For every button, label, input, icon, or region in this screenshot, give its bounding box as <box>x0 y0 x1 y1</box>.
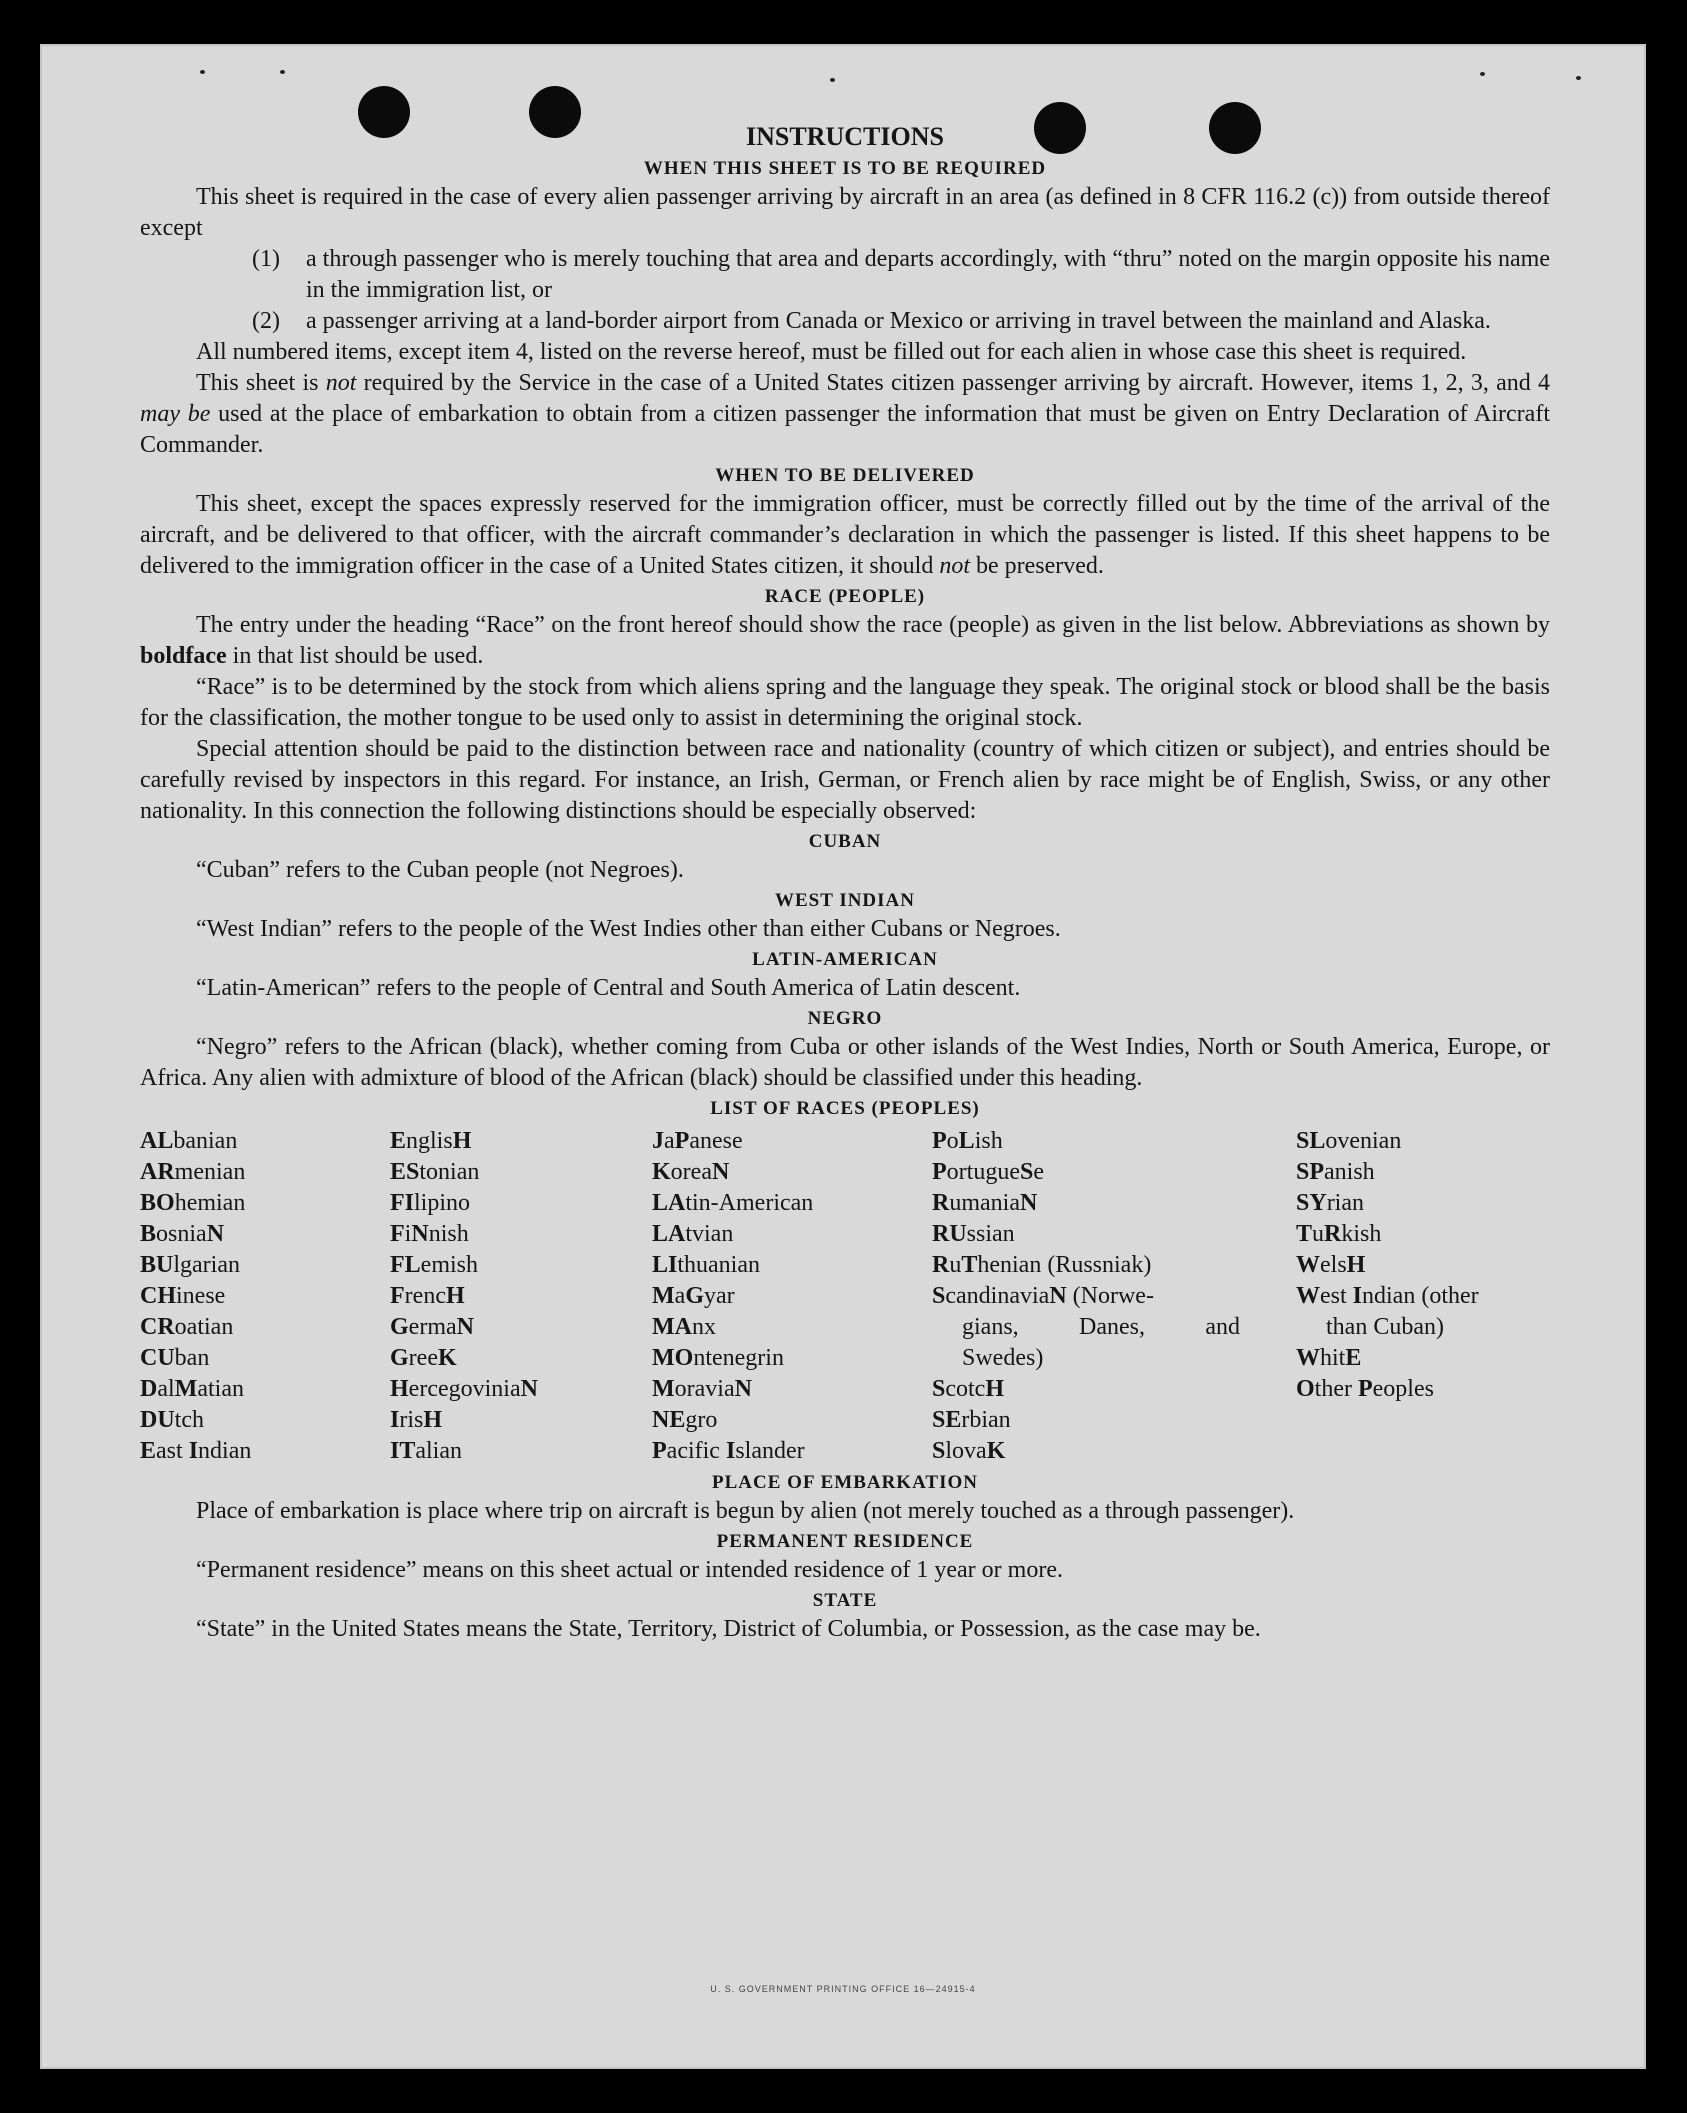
race-text: ssian <box>966 1221 1015 1247</box>
race-abbrev: J <box>652 1128 664 1154</box>
race-abbrev: M <box>652 1283 675 1309</box>
race-abbrev: MO <box>652 1345 694 1371</box>
race-entry <box>1296 1312 1550 1343</box>
text-run: required by the Service in the case of a United States citizen passenger arriving by aircraft. However, items 1, 2, 3, and 4 <box>356 370 1550 396</box>
race-abbrev: S <box>932 1438 946 1464</box>
race-entry <box>390 1405 652 1436</box>
race-word: gians, <box>962 1314 1019 1340</box>
race-abbrev: N <box>711 1159 730 1185</box>
race-text: ris <box>399 1407 424 1433</box>
race-abbrev: H <box>1346 1252 1366 1278</box>
paragraph: “State” in the United States means the State, Territory, District of Columbia, or Possession, as the case may be. <box>196 1616 1261 1642</box>
race-entry <box>932 1219 1240 1250</box>
race-text: cotc <box>945 1376 986 1402</box>
race-text: rbian <box>961 1407 1011 1433</box>
race-abbrev: N <box>1019 1190 1038 1216</box>
heading-when-delivered: WHEN TO BE DELIVERED <box>715 465 975 486</box>
race-abbrev: N <box>456 1314 474 1340</box>
heading-embarkation: PLACE OF EMBARKATION <box>712 1472 978 1493</box>
race-abbrev: N <box>411 1221 429 1247</box>
race-text: ast <box>156 1438 189 1464</box>
heading-permanent-residence: PERMANENT RESIDENCE <box>716 1531 974 1552</box>
heading-race: RACE (PEOPLE) <box>764 586 926 607</box>
race-text: u <box>949 1252 962 1278</box>
race-entry <box>652 1126 932 1157</box>
race-entry <box>140 1405 390 1436</box>
race-text: osnia <box>156 1221 207 1247</box>
text-run: used at the place of embarkation to obtain from a citizen passenger the information that must be given on Entry Declaration of Aircraft Commander. <box>140 401 1550 458</box>
race-entry <box>932 1188 1240 1219</box>
text-run: This sheet, except the spaces expressly reserved for the immigration officer, must be correctly filled out by the time of the arrival of the aircraft, and be delivered to that officer, with the aircraft commander’s declaration in which the passenger is listed. If this sheet happens to be delivered to the immigration officer in the case of a United States citizen, it should <box>140 491 1550 579</box>
instructions-body <box>140 120 1550 1645</box>
race-abbrev: MA <box>652 1314 692 1340</box>
race-entry <box>140 1343 390 1374</box>
paragraph: Place of embarkation is place where trip on aircraft is begun by alien (not merely touched as a through passenger). <box>196 1498 1295 1524</box>
race-entry <box>652 1157 932 1188</box>
race-entry <box>1296 1250 1550 1281</box>
race-abbrev: I <box>1352 1283 1363 1309</box>
race-abbrev: O <box>1296 1376 1315 1402</box>
race-text: tch <box>174 1407 204 1433</box>
text-run: be preserved. <box>970 553 1104 579</box>
race-abbrev: I <box>188 1438 199 1464</box>
race-text: (Norwe- <box>1066 1283 1154 1309</box>
race-text: nish <box>428 1221 469 1247</box>
race-abbrev: P <box>1357 1376 1373 1402</box>
race-entry <box>652 1312 932 1343</box>
race-abbrev: F <box>390 1221 405 1247</box>
list-item <box>252 306 1550 337</box>
race-abbrev: H <box>985 1376 1005 1402</box>
race-text: ntenegrin <box>693 1345 784 1371</box>
race-entry <box>390 1436 652 1467</box>
race-text: atian <box>197 1376 244 1402</box>
race-abbrev: T <box>961 1252 978 1278</box>
speck <box>280 70 285 74</box>
speck <box>1480 72 1485 76</box>
race-abbrev: I <box>390 1407 400 1433</box>
race-abbrev: IT <box>390 1438 416 1464</box>
race-entry <box>652 1188 932 1219</box>
race-word: Danes, <box>1079 1314 1145 1340</box>
race-abbrev: L <box>958 1128 975 1154</box>
race-entry <box>932 1374 1240 1405</box>
race-entry <box>652 1343 932 1374</box>
race-abbrev: F <box>390 1283 405 1309</box>
race-abbrev: SY <box>1296 1190 1327 1216</box>
race-abbrev: W <box>1296 1252 1320 1278</box>
race-abbrev: G <box>390 1345 409 1371</box>
race-abbrev: DU <box>140 1407 175 1433</box>
heading-latin-american: LATIN-AMERICAN <box>752 949 938 970</box>
race-text: than Cuban) <box>1326 1314 1444 1340</box>
race-text: lipino <box>414 1190 471 1216</box>
heading-state: STATE <box>812 1590 878 1611</box>
race-abbrev: H <box>390 1376 409 1402</box>
race-abbrev: CR <box>140 1314 175 1340</box>
text-run: in that list should be used. <box>226 643 484 669</box>
race-entry <box>1296 1343 1550 1374</box>
race-abbrev: LI <box>652 1252 678 1278</box>
race-abbrev: NE <box>652 1407 686 1433</box>
race-abbrev: N <box>734 1376 752 1402</box>
race-entry <box>932 1126 1240 1157</box>
race-entry <box>140 1312 390 1343</box>
race-abbrev: LA <box>652 1190 686 1216</box>
race-text: nx <box>691 1314 716 1340</box>
race-entry <box>652 1281 932 1312</box>
heading-when-required: WHEN THIS SHEET IS TO BE REQUIRED <box>643 158 1047 179</box>
race-abbrev: P <box>674 1128 690 1154</box>
emphasis: not <box>325 370 357 396</box>
race-entry <box>932 1250 1240 1281</box>
race-abbrev: E <box>390 1128 407 1154</box>
race-text: rian <box>1326 1190 1364 1216</box>
speck <box>830 78 835 82</box>
race-text: acific <box>666 1438 726 1464</box>
paragraph: All numbered items, except item 4, listed on the reverse hereof, must be filled out for each alien in whose case this sheet is required. <box>196 339 1467 365</box>
race-text: tin-American <box>685 1190 814 1216</box>
race-entry <box>1296 1219 1550 1250</box>
race-text: est <box>1320 1283 1353 1309</box>
race-text: umania <box>949 1190 1020 1216</box>
race-entry <box>652 1250 932 1281</box>
race-entry <box>932 1343 1240 1374</box>
race-abbrev: N <box>1049 1283 1067 1309</box>
paragraph: “Permanent residence” means on this sheet actual or intended residence of 1 year or more. <box>196 1557 1063 1583</box>
races-column-1 <box>140 1126 390 1467</box>
race-abbrev: SL <box>1296 1128 1326 1154</box>
race-text: eoples <box>1372 1376 1434 1402</box>
paragraph <box>140 610 1550 672</box>
race-entry <box>390 1312 652 1343</box>
paragraph: “Race” is to be determined by the stock from which aliens spring and the language they speak. The original stock or blood shall be the basis for the classification, the mother tongue to be used only to assist in determining the original stock. <box>140 674 1550 731</box>
emphasis: may be <box>140 401 211 427</box>
race-text: banian <box>173 1128 238 1154</box>
races-column-3 <box>652 1126 932 1467</box>
race-entry <box>390 1374 652 1405</box>
paragraph: “Latin-American” refers to the people of Central and South America of Latin descent. <box>196 975 1021 1001</box>
race-text: tonian <box>419 1159 480 1185</box>
race-text: nglis <box>406 1128 453 1154</box>
race-word: and <box>1205 1314 1240 1340</box>
heading-list-of-races: LIST OF RACES (PEOPLES) <box>710 1098 980 1119</box>
race-abbrev: S <box>1019 1159 1034 1185</box>
race-abbrev: P <box>932 1128 947 1154</box>
race-text: renc <box>404 1283 446 1309</box>
race-abbrev: G <box>685 1283 704 1309</box>
race-entry <box>652 1436 932 1467</box>
paragraph: “Negro” refers to the African (black), whether coming from Cuba or other islands of the West Indies, North or South America, Europe, or Africa. Any alien with admixture of blood of the African (black) should be classified under this heading. <box>140 1034 1550 1091</box>
race-entry <box>652 1405 932 1436</box>
paragraph: Special attention should be paid to the distinction between race and nationality (country of which citizen or subject), and entries should be carefully revised by inspectors in this regard. For instance, an Irish, German, or French alien by race might be of English, Swiss, or any other nationality. In this connection the following distinctions should be especially observed: <box>140 736 1550 824</box>
race-text: orea <box>670 1159 712 1185</box>
text-run: The entry under the heading “Race” on the front hereof should show the race (people) as given in the list below. Abbreviations as shown by <box>196 612 1550 638</box>
race-abbrev: BO <box>140 1190 175 1216</box>
race-entry <box>140 1374 390 1405</box>
race-abbrev: H <box>452 1128 472 1154</box>
page-title: INSTRUCTIONS <box>746 122 944 151</box>
item-text: a through passenger who is merely touching that area and departs accordingly, with “thru” noted on the margin opposite his name in the immigration list, or <box>306 246 1550 303</box>
race-entry <box>390 1219 652 1250</box>
race-entry <box>390 1343 652 1374</box>
race-entry <box>1296 1374 1550 1405</box>
race-text: anish <box>1324 1159 1375 1185</box>
race-entry <box>1296 1157 1550 1188</box>
paragraph <box>140 489 1550 582</box>
race-text: ish <box>974 1128 1003 1154</box>
race-entry <box>390 1281 652 1312</box>
race-entry <box>140 1157 390 1188</box>
race-abbrev: AR <box>140 1159 175 1185</box>
race-text: a <box>664 1128 675 1154</box>
race-text: e <box>1033 1159 1044 1185</box>
race-abbrev: S <box>932 1283 946 1309</box>
race-abbrev: K <box>986 1438 1006 1464</box>
race-text: els <box>1320 1252 1347 1278</box>
paragraph <box>140 368 1550 461</box>
race-abbrev: CH <box>140 1283 176 1309</box>
race-entry <box>652 1374 932 1405</box>
race-text: u <box>1312 1221 1325 1247</box>
emphasis: not <box>939 553 970 579</box>
race-text: i <box>404 1221 412 1247</box>
race-text: ercegovinia <box>408 1376 521 1402</box>
race-abbrev: W <box>1296 1345 1320 1371</box>
race-text: oravia <box>674 1376 735 1402</box>
speck <box>200 70 205 74</box>
document-sheet <box>40 44 1646 2069</box>
race-entry <box>932 1405 1240 1436</box>
race-entry <box>140 1281 390 1312</box>
race-text: hemian <box>174 1190 246 1216</box>
race-text: ndian (other <box>1362 1283 1479 1309</box>
race-text: inese <box>176 1283 226 1309</box>
race-text: ban <box>174 1345 210 1371</box>
race-text: gro <box>685 1407 718 1433</box>
race-entry <box>140 1436 390 1467</box>
race-abbrev: R <box>932 1252 950 1278</box>
race-entry <box>1296 1126 1550 1157</box>
race-entry <box>932 1312 1240 1343</box>
race-text: o <box>946 1128 959 1154</box>
race-entry <box>932 1281 1240 1312</box>
race-text: al <box>157 1376 175 1402</box>
item-text: a passenger arriving at a land-border airport from Canada or Mexico or arriving in travel between the mainland and Alaska. <box>306 308 1491 334</box>
race-text: erma <box>408 1314 457 1340</box>
race-text: anese <box>689 1128 743 1154</box>
races-table <box>140 1126 1550 1467</box>
race-text: lgarian <box>173 1252 240 1278</box>
races-column-5 <box>1296 1126 1550 1467</box>
race-entry <box>1296 1281 1550 1312</box>
race-abbrev: R <box>932 1190 950 1216</box>
race-entry <box>652 1219 932 1250</box>
paragraph: “West Indian” refers to the people of the West Indies other than either Cubans or Negroes. <box>196 916 1061 942</box>
race-entry <box>140 1126 390 1157</box>
race-abbrev: CU <box>140 1345 175 1371</box>
race-entry <box>932 1157 1240 1188</box>
race-text: thuanian <box>677 1252 760 1278</box>
race-text: emish <box>420 1252 478 1278</box>
race-abbrev: BU <box>140 1252 174 1278</box>
race-abbrev: R <box>1324 1221 1342 1247</box>
race-text: ree <box>408 1345 438 1371</box>
race-text: candinavia <box>945 1283 1050 1309</box>
item-number: (2) <box>252 308 280 334</box>
race-abbrev: RU <box>932 1221 967 1247</box>
race-abbrev: I <box>725 1438 736 1464</box>
race-text: yar <box>703 1283 735 1309</box>
race-text: lova <box>945 1438 987 1464</box>
race-text: hit <box>1320 1345 1346 1371</box>
race-abbrev: H <box>423 1407 443 1433</box>
race-entry <box>390 1157 652 1188</box>
race-abbrev: K <box>437 1345 457 1371</box>
race-abbrev: D <box>140 1376 158 1402</box>
race-abbrev: ES <box>390 1159 420 1185</box>
race-abbrev: FL <box>390 1252 421 1278</box>
race-text: a <box>674 1283 686 1309</box>
printer-imprint: U. S. GOVERNMENT PRINTING OFFICE 16—24915-4 <box>710 1984 976 1994</box>
list-item <box>252 244 1550 306</box>
race-entry <box>390 1250 652 1281</box>
race-abbrev: E <box>1345 1345 1362 1371</box>
race-abbrev: B <box>140 1221 157 1247</box>
paragraph: This sheet is required in the case of every alien passenger arriving by aircraft in an area (as defined in 8 CFR 116.2 (c)) from outside thereof except <box>140 184 1550 241</box>
race-abbrev: SP <box>1296 1159 1325 1185</box>
races-column-4 <box>932 1126 1296 1467</box>
text-run: This sheet is <box>196 370 326 396</box>
race-abbrev: H <box>445 1283 465 1309</box>
race-text: alian <box>415 1438 462 1464</box>
race-text: menian <box>174 1159 246 1185</box>
heading-cuban: CUBAN <box>808 831 882 852</box>
race-abbrev: LA <box>652 1221 686 1247</box>
race-abbrev: G <box>390 1314 409 1340</box>
race-entry <box>1296 1188 1550 1219</box>
item-number: (1) <box>252 246 280 272</box>
race-entry <box>390 1188 652 1219</box>
race-text: ovenian <box>1325 1128 1402 1154</box>
race-abbrev: W <box>1296 1283 1320 1309</box>
race-text: henian (Russniak) <box>977 1252 1152 1278</box>
race-abbrev: E <box>140 1438 157 1464</box>
race-abbrev: P <box>932 1159 947 1185</box>
heading-negro: NEGRO <box>807 1008 883 1029</box>
race-text: kish <box>1341 1221 1382 1247</box>
race-text: ther <box>1314 1376 1358 1402</box>
race-text: slander <box>735 1438 805 1464</box>
race-abbrev: P <box>652 1438 667 1464</box>
paragraph: “Cuban” refers to the Cuban people (not Negroes). <box>196 857 684 883</box>
race-text: ortugue <box>946 1159 1020 1185</box>
race-abbrev: S <box>932 1376 946 1402</box>
race-abbrev: N <box>206 1221 225 1247</box>
race-abbrev: N <box>520 1376 538 1402</box>
race-text: oatian <box>174 1314 234 1340</box>
heading-west-indian: WEST INDIAN <box>775 890 915 911</box>
race-entry <box>140 1219 390 1250</box>
races-column-2 <box>390 1126 652 1467</box>
race-abbrev: AL <box>140 1128 174 1154</box>
race-abbrev: M <box>174 1376 198 1402</box>
race-text: ndian <box>198 1438 252 1464</box>
bold-term: boldface <box>140 643 227 669</box>
race-entry <box>140 1188 390 1219</box>
race-text: Swedes) <box>962 1345 1044 1371</box>
race-abbrev: M <box>652 1376 675 1402</box>
speck <box>1576 76 1581 80</box>
race-abbrev: SE <box>932 1407 962 1433</box>
race-entry <box>390 1126 652 1157</box>
race-abbrev: T <box>1296 1221 1313 1247</box>
race-text: tvian <box>685 1221 734 1247</box>
race-entry <box>140 1250 390 1281</box>
race-entry <box>932 1436 1240 1467</box>
race-abbrev: FI <box>390 1190 414 1216</box>
race-abbrev: K <box>652 1159 671 1185</box>
